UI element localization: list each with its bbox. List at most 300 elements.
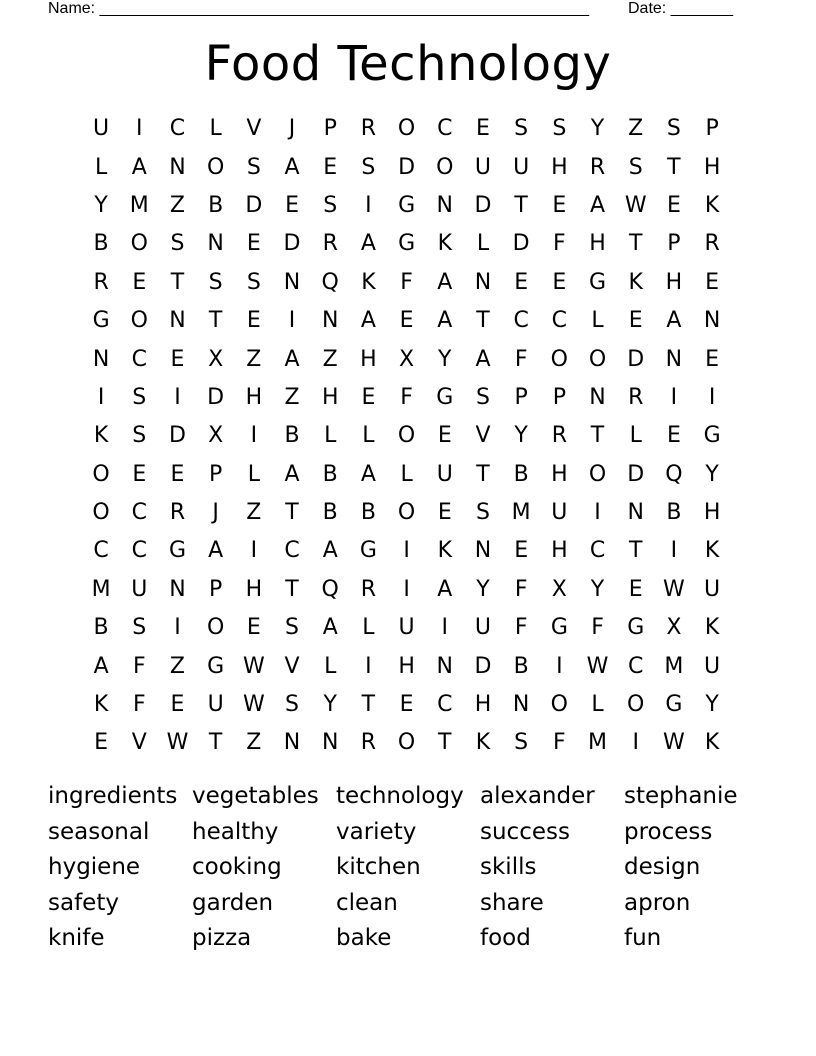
grid-letter[interactable]: W <box>166 730 189 756</box>
word-bank-item: stephanie <box>624 783 738 810</box>
grid-letter[interactable]: H <box>589 231 606 257</box>
grid-letter[interactable]: Z <box>246 500 262 526</box>
grid-letter[interactable]: X <box>399 346 415 372</box>
grid-letter[interactable]: O <box>206 154 225 180</box>
grid-letter[interactable]: M <box>129 192 149 218</box>
grid-letter[interactable]: Z <box>322 346 338 372</box>
grid-letter[interactable]: F <box>132 692 146 718</box>
grid-letter[interactable]: T <box>590 423 605 449</box>
grid-letter[interactable]: L <box>209 116 222 142</box>
date-blank-line[interactable]: _______ <box>670 0 733 17</box>
grid-letter[interactable]: A <box>666 308 682 334</box>
grid-letter[interactable]: H <box>551 538 568 564</box>
grid-letter[interactable]: M <box>91 576 111 602</box>
grid-letter[interactable]: X <box>666 615 682 641</box>
grid-letter[interactable]: D <box>168 423 186 449</box>
grid-letter[interactable]: T <box>208 308 223 334</box>
grid-letter[interactable]: D <box>627 346 645 372</box>
grid-letter[interactable]: T <box>667 154 681 180</box>
grid-letter[interactable]: F <box>591 615 604 641</box>
grid-letter[interactable]: U <box>93 116 110 142</box>
grid-letter[interactable]: I <box>670 384 678 410</box>
grid-letter[interactable]: H <box>551 461 568 487</box>
grid-letter[interactable]: H <box>245 576 263 602</box>
grid-letter[interactable]: X <box>208 346 224 372</box>
grid-letter[interactable]: V <box>475 423 491 449</box>
grid-letter[interactable]: I <box>441 615 449 641</box>
grid-letter[interactable]: I <box>136 116 143 142</box>
grid-letter[interactable]: F <box>514 576 528 602</box>
grid-letter[interactable]: F <box>514 615 528 641</box>
grid-letter[interactable]: O <box>397 423 416 449</box>
grid-letter[interactable]: U <box>704 653 721 679</box>
grid-letter[interactable]: Y <box>323 692 337 718</box>
grid-letter[interactable]: L <box>591 308 604 334</box>
grid-letter[interactable]: K <box>475 730 491 756</box>
word-bank-item: garden <box>192 889 274 916</box>
grid-letter[interactable]: N <box>283 269 301 295</box>
grid-letter[interactable]: U <box>704 576 721 602</box>
grid-letter[interactable]: E <box>170 346 185 372</box>
grid-letter[interactable]: F <box>514 346 528 372</box>
grid-letter[interactable]: T <box>170 269 185 295</box>
grid-letter[interactable]: P <box>552 384 566 410</box>
grid-letter[interactable]: U <box>474 154 492 180</box>
grid-letter[interactable]: T <box>208 730 223 756</box>
grid-letter[interactable]: R <box>360 116 377 142</box>
grid-letter[interactable]: Z <box>284 384 300 410</box>
grid-letter[interactable]: E <box>628 576 643 602</box>
grid-letter[interactable]: R <box>704 231 720 257</box>
grid-letter[interactable]: L <box>591 692 604 718</box>
grid-letter[interactable]: H <box>703 500 721 526</box>
grid-letter[interactable]: K <box>361 269 376 295</box>
grid-letter[interactable]: G <box>550 615 568 641</box>
grid-letter[interactable]: H <box>398 653 415 679</box>
grid-letter[interactable]: Z <box>169 653 185 679</box>
grid-letter[interactable]: Y <box>590 576 605 602</box>
grid-letter[interactable]: H <box>360 346 377 372</box>
grid-letter[interactable]: L <box>476 231 490 257</box>
grid-letter[interactable]: U <box>436 461 453 487</box>
grid-letter[interactable]: S <box>361 154 376 180</box>
grid-letter[interactable]: A <box>322 615 338 641</box>
grid-letter[interactable]: Y <box>705 461 719 487</box>
grid-letter[interactable]: N <box>665 346 683 372</box>
grid-letter[interactable]: E <box>246 308 261 334</box>
grid-letter[interactable]: Z <box>169 192 185 218</box>
grid-letter[interactable]: A <box>284 346 300 372</box>
grid-letter[interactable]: G <box>168 538 186 564</box>
grid-letter[interactable]: R <box>551 423 567 449</box>
grid-letter[interactable]: Z <box>246 346 262 372</box>
grid-letter[interactable]: A <box>437 269 453 295</box>
grid-letter[interactable]: V <box>284 653 300 679</box>
grid-letter[interactable]: Y <box>514 423 528 449</box>
grid-letter[interactable]: E <box>246 615 261 641</box>
grid-letter[interactable]: E <box>437 423 452 449</box>
grid-letter[interactable]: F <box>400 384 413 410</box>
grid-letter[interactable]: M <box>588 730 608 756</box>
grid-letter[interactable]: A <box>360 308 376 334</box>
grid-letter[interactable]: I <box>365 192 372 218</box>
grid-letter[interactable]: P <box>209 461 223 487</box>
grid-letter[interactable]: K <box>704 615 720 641</box>
grid-letter[interactable]: L <box>94 154 108 180</box>
grid-letter[interactable]: B <box>360 500 376 526</box>
grid-letter[interactable]: H <box>474 692 492 718</box>
grid-letter[interactable]: N <box>589 384 606 410</box>
grid-letter[interactable]: X <box>551 576 567 602</box>
grid-letter[interactable]: P <box>514 384 528 410</box>
grid-letter[interactable]: O <box>550 346 568 372</box>
grid-letter[interactable]: E <box>476 116 490 142</box>
grid-letter[interactable]: B <box>513 461 529 487</box>
grid-letter[interactable]: I <box>174 384 181 410</box>
grid-letter[interactable]: C <box>437 116 453 142</box>
grid-letter[interactable]: C <box>284 538 300 564</box>
grid-letter[interactable]: I <box>403 538 410 564</box>
grid-letter[interactable]: K <box>704 730 720 756</box>
grid-letter[interactable]: U <box>398 615 415 641</box>
grid-letter[interactable]: C <box>551 308 568 334</box>
grid-letter[interactable]: K <box>437 231 452 257</box>
grid-letter[interactable]: O <box>92 500 110 526</box>
grid-letter[interactable]: T <box>285 500 299 526</box>
grid-letter[interactable]: C <box>589 538 606 564</box>
grid-letter[interactable]: A <box>360 461 376 487</box>
grid-letter[interactable]: O <box>397 500 416 526</box>
grid-letter[interactable]: A <box>284 154 300 180</box>
grid-letter[interactable]: M <box>664 653 684 679</box>
grid-letter[interactable]: O <box>550 692 568 718</box>
grid-letter[interactable]: L <box>324 423 337 449</box>
grid-letter[interactable]: E <box>361 384 376 410</box>
grid-letter[interactable]: A <box>93 653 109 679</box>
name-blank-line[interactable]: _______________________________________________________ <box>99 0 589 17</box>
grid-letter[interactable]: S <box>132 384 147 410</box>
grid-letter[interactable]: D <box>398 154 416 180</box>
grid-letter[interactable]: S <box>132 615 147 641</box>
grid-row <box>82 686 732 724</box>
grid-letter[interactable]: A <box>284 461 300 487</box>
grid-letter[interactable]: I <box>250 423 258 449</box>
grid-letter[interactable]: O <box>627 692 645 718</box>
grid-letter[interactable]: L <box>400 461 413 487</box>
grid-letter[interactable]: O <box>130 308 148 334</box>
grid-letter[interactable]: H <box>321 384 339 410</box>
grid-letter[interactable]: V <box>131 730 147 756</box>
grid-letter[interactable]: A <box>437 308 453 334</box>
grid-letter[interactable]: J <box>288 116 296 142</box>
grid-letter[interactable]: S <box>475 500 490 526</box>
grid-letter[interactable]: H <box>703 154 721 180</box>
grid-letter[interactable]: E <box>170 692 185 718</box>
grid-letter[interactable]: L <box>247 461 260 487</box>
grid-letter[interactable]: S <box>552 116 567 142</box>
grid-letter[interactable]: O <box>92 461 110 487</box>
grid-letter[interactable]: R <box>360 576 377 602</box>
grid-letter[interactable]: G <box>207 653 225 679</box>
grid-letter[interactable]: F <box>553 231 566 257</box>
grid-letter[interactable]: N <box>703 308 721 334</box>
grid-letter[interactable]: K <box>704 192 720 218</box>
grid-letter[interactable]: S <box>132 423 147 449</box>
grid-letter[interactable]: R <box>169 500 186 526</box>
grid-letter[interactable]: N <box>207 231 224 257</box>
grid-letter[interactable]: C <box>513 308 529 334</box>
grid-letter[interactable]: B <box>284 423 300 449</box>
grid-letter[interactable]: Y <box>590 116 605 142</box>
grid-letter[interactable]: S <box>666 116 681 142</box>
word-bank-item: ingredients <box>48 783 178 810</box>
grid-letter[interactable]: O <box>206 615 225 641</box>
grid-letter[interactable]: A <box>322 538 338 564</box>
grid-letter[interactable]: L <box>324 653 337 679</box>
grid-letter[interactable]: I <box>556 653 563 679</box>
grid-letter[interactable]: W <box>624 192 647 218</box>
grid-letter[interactable]: R <box>322 231 338 257</box>
grid-letter[interactable]: E <box>437 500 452 526</box>
grid-letter[interactable]: I <box>670 538 678 564</box>
grid-letter[interactable]: E <box>552 192 567 218</box>
grid-letter[interactable]: S <box>514 730 529 756</box>
grid-letter[interactable]: E <box>399 692 414 718</box>
grid-letter[interactable]: S <box>170 231 185 257</box>
grid-letter[interactable]: T <box>285 576 299 602</box>
grid-letter[interactable]: R <box>360 730 377 756</box>
grid-letter[interactable]: R <box>93 269 109 295</box>
grid-letter[interactable]: R <box>589 154 606 180</box>
grid-letter[interactable]: H <box>665 269 683 295</box>
grid-letter[interactable]: B <box>93 615 109 641</box>
grid-letter[interactable]: H <box>245 384 263 410</box>
grid-letter[interactable]: U <box>131 576 148 602</box>
grid-letter[interactable]: E <box>514 538 529 564</box>
grid-letter[interactable]: J <box>212 500 219 526</box>
grid-letter[interactable]: Y <box>705 692 719 718</box>
grid-letter[interactable]: D <box>245 192 263 218</box>
grid-letter[interactable]: E <box>552 269 567 295</box>
grid-letter[interactable]: G <box>589 269 607 295</box>
grid-letter[interactable]: D <box>207 384 225 410</box>
grid-letter[interactable]: S <box>246 154 261 180</box>
grid-letter[interactable]: S <box>514 116 529 142</box>
grid-letter[interactable]: C <box>131 538 147 564</box>
grid-letter[interactable]: W <box>663 730 685 756</box>
grid-letter[interactable]: F <box>400 269 413 295</box>
word-bank-item: variety <box>336 818 417 845</box>
grid-letter[interactable]: C <box>628 653 644 679</box>
grid-letter[interactable]: I <box>174 615 181 641</box>
grid-letter[interactable]: E <box>628 308 643 334</box>
grid-letter[interactable]: C <box>131 500 147 526</box>
grid-letter[interactable]: H <box>551 154 568 180</box>
grid-letter[interactable]: B <box>322 500 338 526</box>
grid-letter[interactable]: D <box>283 231 301 257</box>
grid-letter[interactable]: S <box>246 269 261 295</box>
grid-letter[interactable]: U <box>207 692 224 718</box>
grid-letter[interactable]: E <box>323 154 338 180</box>
grid-letter[interactable]: G <box>398 231 416 257</box>
grid-letter[interactable]: G <box>627 615 645 641</box>
grid-letter[interactable]: S <box>285 692 300 718</box>
grid-letter[interactable]: O <box>130 231 148 257</box>
grid-letter[interactable]: L <box>362 615 375 641</box>
grid-letter[interactable]: K <box>628 269 643 295</box>
grid-letter[interactable]: W <box>242 692 265 718</box>
grid-letter[interactable]: L <box>629 423 642 449</box>
grid-letter[interactable]: I <box>288 308 296 334</box>
grid-letter[interactable]: N <box>627 500 644 526</box>
grid-letter[interactable]: A <box>208 538 224 564</box>
grid-letter[interactable]: I <box>365 653 372 679</box>
grid-letter[interactable]: E <box>666 192 681 218</box>
grid-letter[interactable]: T <box>361 692 376 718</box>
grid-letter[interactable]: G <box>436 384 454 410</box>
grid-letter[interactable]: X <box>208 423 224 449</box>
grid-letter[interactable]: B <box>208 192 224 218</box>
grid-letter[interactable]: T <box>514 192 528 218</box>
grid-letter[interactable]: N <box>92 346 110 372</box>
grid-letter[interactable]: S <box>475 384 490 410</box>
grid-letter[interactable]: B <box>93 231 109 257</box>
grid-letter[interactable]: N <box>474 538 492 564</box>
grid-letter[interactable]: B <box>666 500 682 526</box>
grid-letter[interactable]: O <box>588 346 607 372</box>
grid-letter[interactable]: M <box>511 500 531 526</box>
grid-letter[interactable]: K <box>93 423 109 449</box>
grid-row <box>82 609 732 647</box>
grid-letter[interactable]: A <box>437 576 453 602</box>
grid-letter[interactable]: B <box>322 461 338 487</box>
grid-letter[interactable]: Z <box>246 730 262 756</box>
grid-letter[interactable]: Y <box>438 346 452 372</box>
grid-letter[interactable]: E <box>705 269 720 295</box>
grid-letter[interactable]: N <box>169 576 186 602</box>
grid-letter[interactable]: W <box>663 576 685 602</box>
grid-letter[interactable]: I <box>632 730 639 756</box>
grid-letter[interactable]: C <box>131 346 147 372</box>
grid-letter[interactable]: I <box>97 384 105 410</box>
grid-letter[interactable]: E <box>285 192 299 218</box>
grid-letter[interactable]: U <box>513 154 530 180</box>
grid-letter[interactable]: Y <box>94 192 108 218</box>
grid-letter[interactable]: A <box>131 154 147 180</box>
grid-letter[interactable]: G <box>665 692 683 718</box>
grid-letter[interactable]: E <box>132 269 147 295</box>
grid-letter[interactable]: S <box>323 192 338 218</box>
grid-letter[interactable]: D <box>512 231 530 257</box>
grid-letter[interactable]: T <box>476 308 490 334</box>
grid-letter[interactable]: G <box>359 538 377 564</box>
grid-letter[interactable]: T <box>438 730 452 756</box>
grid-letter[interactable]: K <box>93 692 109 718</box>
grid-letter[interactable]: S <box>208 269 223 295</box>
word-bank-item: clean <box>336 889 398 916</box>
grid-letter[interactable]: P <box>705 116 719 142</box>
grid-letter[interactable]: O <box>397 730 416 756</box>
grid-letter[interactable]: N <box>512 692 530 718</box>
grid-letter[interactable]: I <box>708 384 716 410</box>
grid-letter[interactable]: N <box>321 308 339 334</box>
grid-letter[interactable]: E <box>246 231 261 257</box>
grid-letter[interactable]: U <box>474 615 492 641</box>
grid-letter[interactable]: Q <box>321 269 339 295</box>
grid-letter[interactable]: P <box>667 231 681 257</box>
grid-letter[interactable]: Q <box>665 461 683 487</box>
grid-letter[interactable]: K <box>704 538 720 564</box>
grid-letter[interactable]: P <box>323 116 337 142</box>
word-bank-item: vegetables <box>192 783 319 810</box>
grid-letter[interactable]: E <box>399 308 414 334</box>
grid-letter[interactable]: V <box>246 116 262 142</box>
grid-letter[interactable]: P <box>209 576 223 602</box>
grid-letter[interactable]: W <box>242 653 265 679</box>
grid-letter[interactable]: R <box>628 384 644 410</box>
grid-letter[interactable]: F <box>132 653 146 679</box>
grid-letter[interactable]: K <box>437 538 452 564</box>
grid-letter[interactable]: S <box>285 615 300 641</box>
grid-letter[interactable]: A <box>475 346 491 372</box>
grid-letter[interactable]: N <box>321 730 339 756</box>
grid-letter[interactable]: N <box>474 269 492 295</box>
grid-letter[interactable]: I <box>594 500 601 526</box>
grid-letter[interactable]: O <box>397 116 416 142</box>
grid-letter[interactable]: S <box>628 154 643 180</box>
grid-letter[interactable]: E <box>132 461 147 487</box>
grid-letter[interactable]: E <box>705 346 720 372</box>
grid-letter[interactable]: Q <box>321 576 339 602</box>
grid-letter[interactable]: U <box>551 500 568 526</box>
grid-letter[interactable]: E <box>170 461 185 487</box>
grid-letter[interactable]: C <box>437 692 453 718</box>
grid-letter[interactable]: I <box>250 538 258 564</box>
grid-letter[interactable]: D <box>474 653 492 679</box>
grid-letter[interactable]: N <box>283 730 301 756</box>
grid-letter[interactable]: G <box>92 308 110 334</box>
grid-letter[interactable]: Y <box>476 576 490 602</box>
grid-letter[interactable]: A <box>360 231 376 257</box>
grid-letter[interactable]: I <box>403 576 410 602</box>
grid-letter[interactable]: N <box>169 308 186 334</box>
grid-letter[interactable]: N <box>436 192 454 218</box>
grid-letter[interactable]: A <box>590 192 606 218</box>
grid-letter[interactable]: T <box>628 231 643 257</box>
grid-letter[interactable]: N <box>436 653 454 679</box>
grid-letter[interactable]: E <box>514 269 529 295</box>
grid-letter[interactable]: B <box>513 653 529 679</box>
grid-letter[interactable]: T <box>476 461 490 487</box>
grid-letter[interactable]: W <box>586 653 609 679</box>
grid-letter[interactable]: O <box>588 461 607 487</box>
grid-letter[interactable]: G <box>703 423 721 449</box>
grid-letter[interactable]: C <box>169 116 186 142</box>
grid-letter[interactable]: D <box>474 192 492 218</box>
grid-letter[interactable]: O <box>436 154 454 180</box>
grid-letter[interactable]: T <box>628 538 643 564</box>
grid-letter[interactable]: L <box>362 423 375 449</box>
grid-letter[interactable]: E <box>666 423 681 449</box>
grid-letter[interactable]: F <box>553 730 566 756</box>
grid-letter[interactable]: G <box>398 192 416 218</box>
grid-letter[interactable]: E <box>94 730 109 756</box>
grid-letter[interactable]: Z <box>628 116 644 142</box>
grid-letter[interactable]: C <box>93 538 109 564</box>
grid-letter[interactable]: N <box>169 154 186 180</box>
grid-row <box>82 456 732 494</box>
grid-letter[interactable]: D <box>627 461 645 487</box>
